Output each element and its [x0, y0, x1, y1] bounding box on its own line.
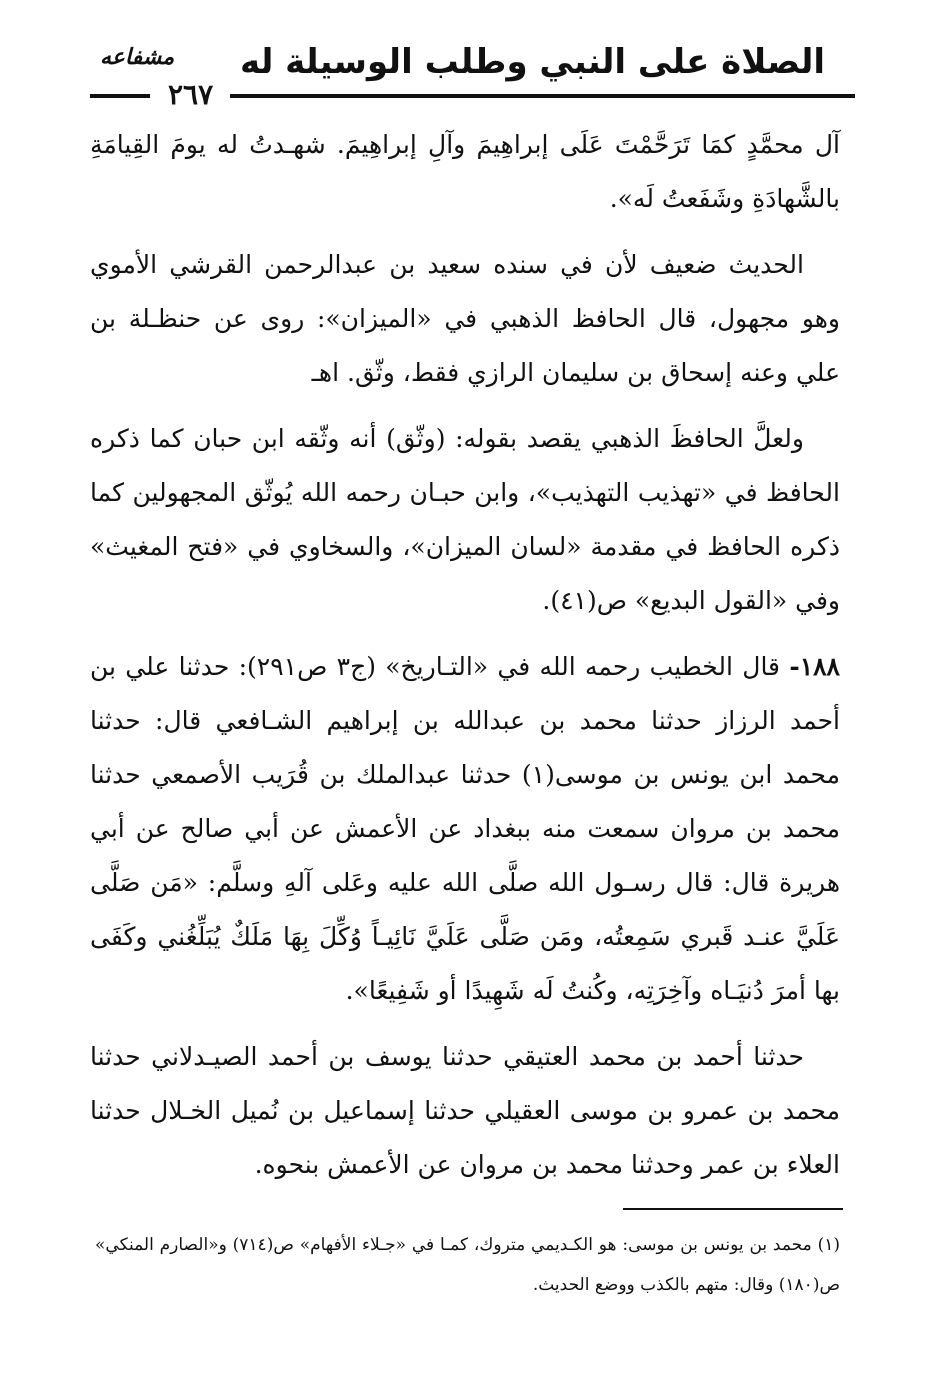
footnote-1: (١) محمد بن يونس بن موسى: هو الكـديمي متروك، كمـا في «جـلاء الأفهام» ص(٧١٤) و«الصارم المنكي» ص(١٨٠) وقال: متهم بالكذب ووضع الحديث.: [95, 1235, 841, 1295]
paragraph-5: حدثنا أحمد بن محمد العتيقي حدثنا يوسف بن أحمد الصيـدلاني حدثنا محمد بن عمرو بن موسى العقيلي حدثنا إسماعيل بن نُميل الخـلال حدثنا العلاء بن عمر وحدثنا محمد بن مروان عن الأعمش بنحوه.: [90, 1042, 840, 1179]
page-header: [90, 38, 855, 111]
running-title: الصلاة على النبي وطلب الوسيلة له: [239, 42, 825, 82]
main-text: [90, 118, 840, 1204]
header-rule: [230, 94, 855, 98]
paragraph-1: آل محمَّدٍ كمَا تَرَحَّمْتَ عَلَى إبراهِيمَ وآلِ إبراهِيمَ. شهـدتُ له يومَ القِيامَةِ بالشَّهادَةِ وشَفَعتُ لَه».: [90, 130, 840, 213]
header-ornament: مشفاعه: [100, 44, 175, 70]
page-number: ٢٦٧: [168, 78, 214, 111]
hadith-text: قال الخطيب رحمه الله في «التـاريخ» (ج٣ ص٢٩١): حدثنا علي بن أحمد الرزاز حدثنا محمد بن عبدالله بن إبراهيم الشـافعي قال: حدثنا محمد ابن يونس بن موسى(١) حدثنا عبدالملك بن قُرَيب الأصمعي حدثنا محمد بن مروان سمعت منه ببغداد عن الأعمش عن أبي صالح عن أبي هريرة قال: قال رسـول الله صلَّى الله عليه وعَلى آلهِ وسلَّم: «مَن صَلَّى عَلَيَّ عنـد قَبري سَمِعتُه، ومَن صَلَّى عَلَيَّ نَائِيـاً وُكِّلَ بِهَا مَلَكٌ يُبَلِّغُني وكَفَى بها أمرَ دُنيَـاه وآخِرَتِه، وكُنتُ لَه شَهِيدًا أو شَفِيعًا».: [90, 652, 840, 1005]
hadith-paragraph: [90, 640, 840, 1018]
footnote-separator: [623, 1208, 843, 1210]
paragraph-2: الحديث ضعيف لأن في سنده سعيد بن عبدالرحمن القرشي الأموي وهو مجهول، قال الحافظ الذهبي في «الميزان»: روى عن حنظـلة بن علي وعنه إسحاق بن سليمان الرازي فقط، وثّق. اهـ: [90, 250, 840, 387]
paragraph-3: ولعلَّ الحافظَ الذهبي يقصد بقوله: (وثّق) أنه وثّقه ابن حبان كما ذكره الحافظ في «تهذيب التهذيب»، وابن حبـان رحمه الله يُوثّق المجهولين كما ذكره الحافظ في مقدمة «لسان الميزان»، والسخاوي في «فتح المغيث» وفي «القول البديع» ص(٤١).: [90, 424, 840, 615]
hadith-number: ١٨٨-: [789, 652, 840, 681]
header-rule-left: [90, 94, 150, 98]
footnotes: [95, 1225, 840, 1305]
